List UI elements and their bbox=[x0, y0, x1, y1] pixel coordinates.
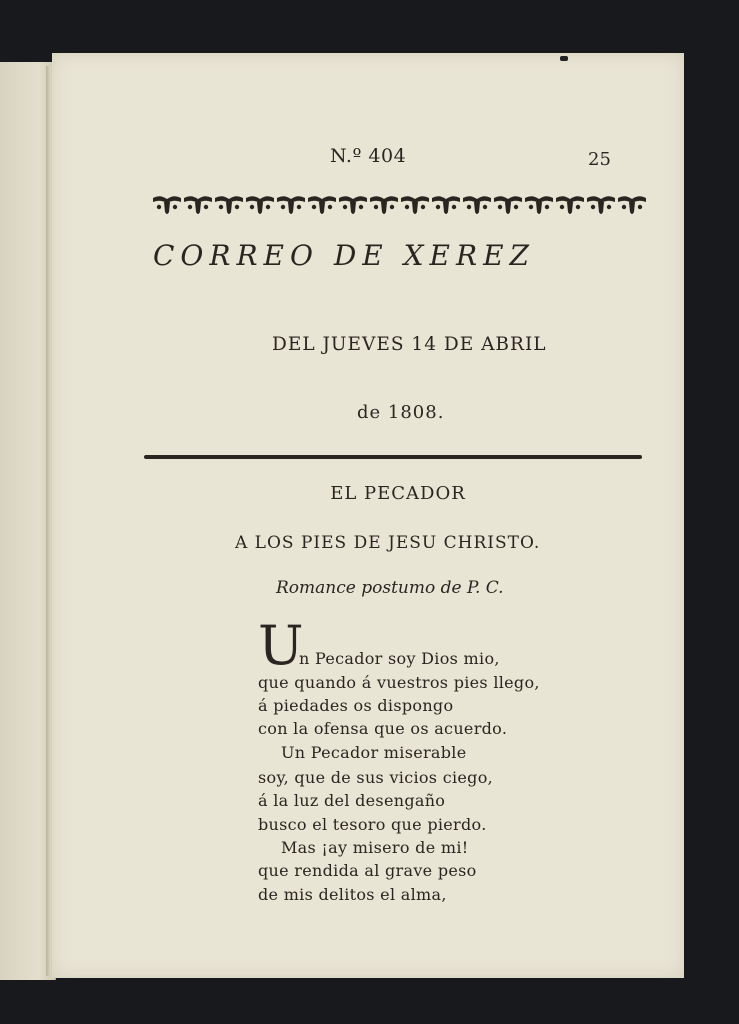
binding-edge bbox=[46, 66, 51, 976]
fleuron-ornament bbox=[308, 196, 336, 214]
dateline-year: de 1808. bbox=[357, 402, 445, 423]
fleuron-ornament bbox=[587, 196, 615, 214]
issue-number: N.º 404 bbox=[330, 145, 407, 167]
ornament-border bbox=[151, 192, 647, 218]
verse-line: á piedades os dispongo bbox=[258, 696, 454, 715]
verse-line: Mas ¡ay misero de mi! bbox=[281, 838, 469, 857]
verse-line: que quando á vuestros pies llego, bbox=[258, 673, 540, 692]
fleuron-ornament bbox=[525, 196, 553, 214]
fleuron-ornament bbox=[618, 196, 646, 214]
poem-title: EL PECADOR bbox=[330, 483, 466, 504]
newspaper-page bbox=[52, 53, 684, 978]
verse-line: con la ofensa que os acuerdo. bbox=[258, 719, 508, 738]
verse-line: n Pecador soy Dios mio, bbox=[299, 649, 500, 668]
verse-line: que rendida al grave peso bbox=[258, 861, 477, 880]
fleuron-ornament bbox=[556, 196, 584, 214]
verse-line: busco el tesoro que pierdo. bbox=[258, 815, 487, 834]
fleuron-ornament bbox=[184, 196, 212, 214]
verse-line: Un Pecador miserable bbox=[281, 743, 467, 762]
drop-cap: U bbox=[258, 614, 304, 677]
fleuron-ornament bbox=[215, 196, 243, 214]
ink-speck bbox=[560, 56, 568, 61]
fleuron-ornament bbox=[432, 196, 460, 214]
page-number: 25 bbox=[588, 149, 611, 170]
verse-line: soy, que de sus vicios ciego, bbox=[258, 768, 494, 787]
verse-line: á la luz del desengaño bbox=[258, 791, 446, 810]
fleuron-ornament bbox=[463, 196, 491, 214]
fleuron-ornament bbox=[401, 196, 429, 214]
dateline: DEL JUEVES 14 DE ABRIL bbox=[272, 334, 547, 355]
fleuron-ornament bbox=[370, 196, 398, 214]
poem-subtitle: Romance postumo de P. C. bbox=[276, 578, 504, 598]
fleuron-ornament bbox=[246, 196, 274, 214]
horizontal-rule bbox=[144, 455, 642, 459]
fleuron-ornament bbox=[277, 196, 305, 214]
verse-line: de mis delitos el alma, bbox=[258, 885, 447, 904]
poem-title-second-line: A LOS PIES DE JESU CHRISTO. bbox=[235, 533, 541, 553]
masthead-title: CORREO DE XEREZ bbox=[153, 239, 535, 272]
fleuron-ornament bbox=[153, 196, 181, 214]
fleuron-ornament bbox=[494, 196, 522, 214]
fleuron-ornament bbox=[339, 196, 367, 214]
